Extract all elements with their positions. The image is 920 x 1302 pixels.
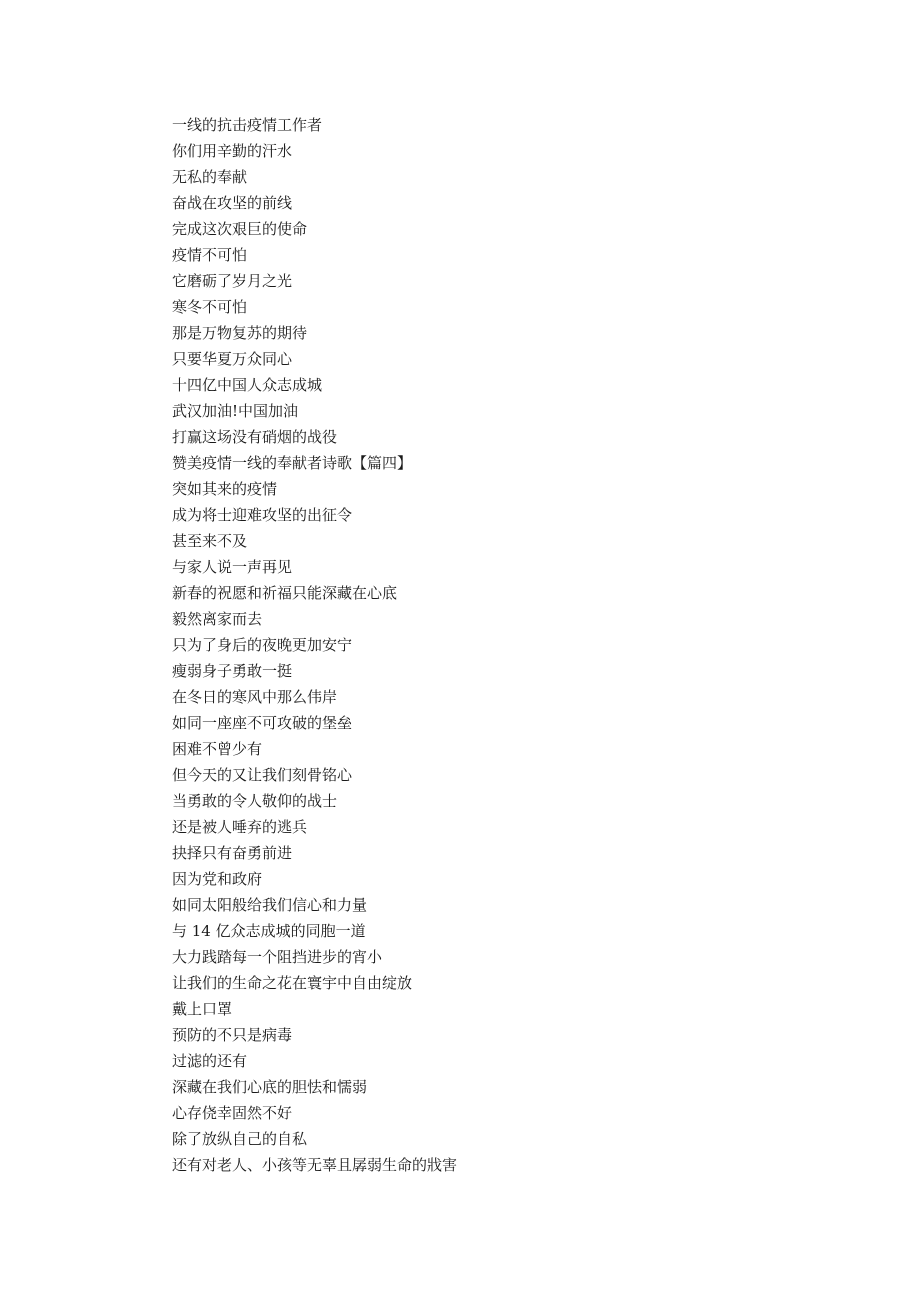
poem-line: 深藏在我们心底的胆怯和懦弱: [172, 1078, 368, 1096]
poem-line: 但今天的又让我们刻骨铭心: [172, 766, 353, 784]
poem-line: 在冬日的寒风中那么伟岸: [172, 688, 338, 706]
poem-line: 抉择只有奋勇前进: [172, 844, 293, 862]
poem-line: 你们用辛勤的汗水: [172, 142, 293, 160]
poem-line: 新春的祝愿和祈福只能深藏在心底: [172, 584, 398, 602]
poem-line: 十四亿中国人众志成城: [172, 376, 323, 394]
poem-line: 还有对老人、小孩等无辜且孱弱生命的戕害: [172, 1156, 458, 1174]
poem-line: 大力践踏每一个阻挡进步的宵小: [172, 948, 383, 966]
poem-line: 心存侥幸固然不好: [172, 1104, 293, 1122]
poem-line: 如同太阳般给我们信心和力量: [172, 896, 368, 914]
poem-line: 当勇敢的令人敬仰的战士: [172, 792, 338, 810]
poem-line: 寒冬不可怕: [172, 298, 248, 316]
poem-line: 甚至来不及: [172, 532, 248, 550]
poem-line: 无私的奉献: [172, 168, 248, 186]
poem-line: 戴上口罩: [172, 1000, 233, 1018]
poem-line: 突如其来的疫情: [172, 480, 278, 498]
poem-line: 因为党和政府: [172, 870, 263, 888]
poem-line: 预防的不只是病毒: [172, 1026, 293, 1044]
poem-section-heading: 赞美疫情一线的奉献者诗歌【篇四】: [172, 454, 413, 472]
poem-line: 奋战在攻坚的前线: [172, 194, 293, 212]
poem-line: 疫情不可怕: [172, 246, 248, 264]
poem-line: 一线的抗击疫情工作者: [172, 116, 323, 134]
poem-line: 与家人说一声再见: [172, 558, 293, 576]
poem-line: 除了放纵自己的自私: [172, 1130, 308, 1148]
poem-line: 困难不曾少有: [172, 740, 263, 758]
poem-line: 打赢这场没有硝烟的战役: [172, 428, 338, 446]
poem-line: 它磨砺了岁月之光: [172, 272, 293, 290]
poem-line: 那是万物复苏的期待: [172, 324, 308, 342]
poem-text: [172, 112, 457, 1178]
poem-line: 瘦弱身子勇敢一挺: [172, 662, 293, 680]
poem-line: 如同一座座不可攻破的堡垒: [172, 714, 353, 732]
poem-line: 过滤的还有: [172, 1052, 248, 1070]
poem-line: 只要华夏万众同心: [172, 350, 293, 368]
poem-line: 成为将士迎难攻坚的出征令: [172, 506, 353, 524]
poem-line: 完成这次艰巨的使命: [172, 220, 308, 238]
poem-line: 毅然离家而去: [172, 610, 263, 628]
poem-line: 武汉加油!中国加油: [172, 402, 299, 420]
poem-line: 还是被人唾弃的逃兵: [172, 818, 308, 836]
poem-line: 与 14 亿众志成城的同胞一道: [172, 922, 366, 940]
poem-line: 只为了身后的夜晚更加安宁: [172, 636, 353, 654]
poem-line: 让我们的生命之花在寰宇中自由绽放: [172, 974, 413, 992]
